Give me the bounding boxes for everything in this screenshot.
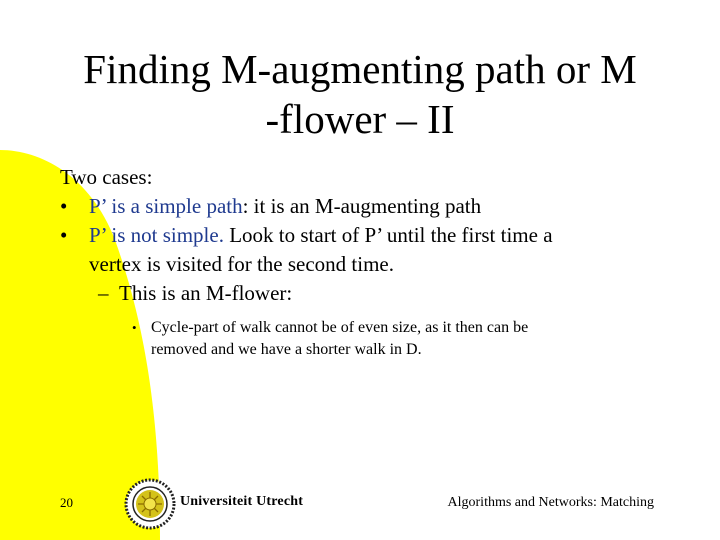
sub-bullet	[60, 279, 680, 308]
course-title: Algorithms and Networks: Matching	[447, 495, 654, 510]
university-name: Universiteit Utrecht	[180, 494, 304, 509]
title-line-2: -flower – II	[265, 96, 455, 142]
bullet-1-text: : it is an M-augmenting path	[242, 194, 482, 218]
intro-text: Two cases:	[60, 165, 153, 189]
bullet-marker: •	[60, 223, 68, 247]
sub-sub-bullet-line-1: Cycle-part of walk cannot be of even size, as it then can be	[151, 319, 529, 336]
bullet-2-highlight: P’ is not simple.	[89, 223, 224, 247]
dash-marker: –	[98, 281, 109, 305]
bullet-marker: •	[60, 194, 68, 218]
sub-bullet-text: This is an M-flower	[119, 281, 287, 305]
sub-sub-bullet	[60, 317, 680, 361]
slide-body	[60, 163, 680, 361]
bullet-2	[60, 221, 680, 250]
university-seal-icon	[124, 478, 176, 530]
page-number: 20	[60, 495, 73, 510]
bullet-2-continuation: vertex is visited for the second time.	[89, 252, 395, 276]
sub-bullet-suffix: :	[286, 281, 293, 305]
bullet-1	[60, 192, 680, 221]
bullet-2-text: Look to start of P’ until the first time a	[223, 223, 553, 247]
slide-title	[40, 44, 680, 144]
sub-sub-bullet-line-2: removed and we have a shorter walk in D.	[151, 341, 422, 358]
title-line-1: Finding M-augmenting path or M	[83, 46, 637, 92]
bullet-1-highlight: P’ is a simple path	[89, 194, 243, 218]
bullet-marker: •	[132, 320, 137, 335]
